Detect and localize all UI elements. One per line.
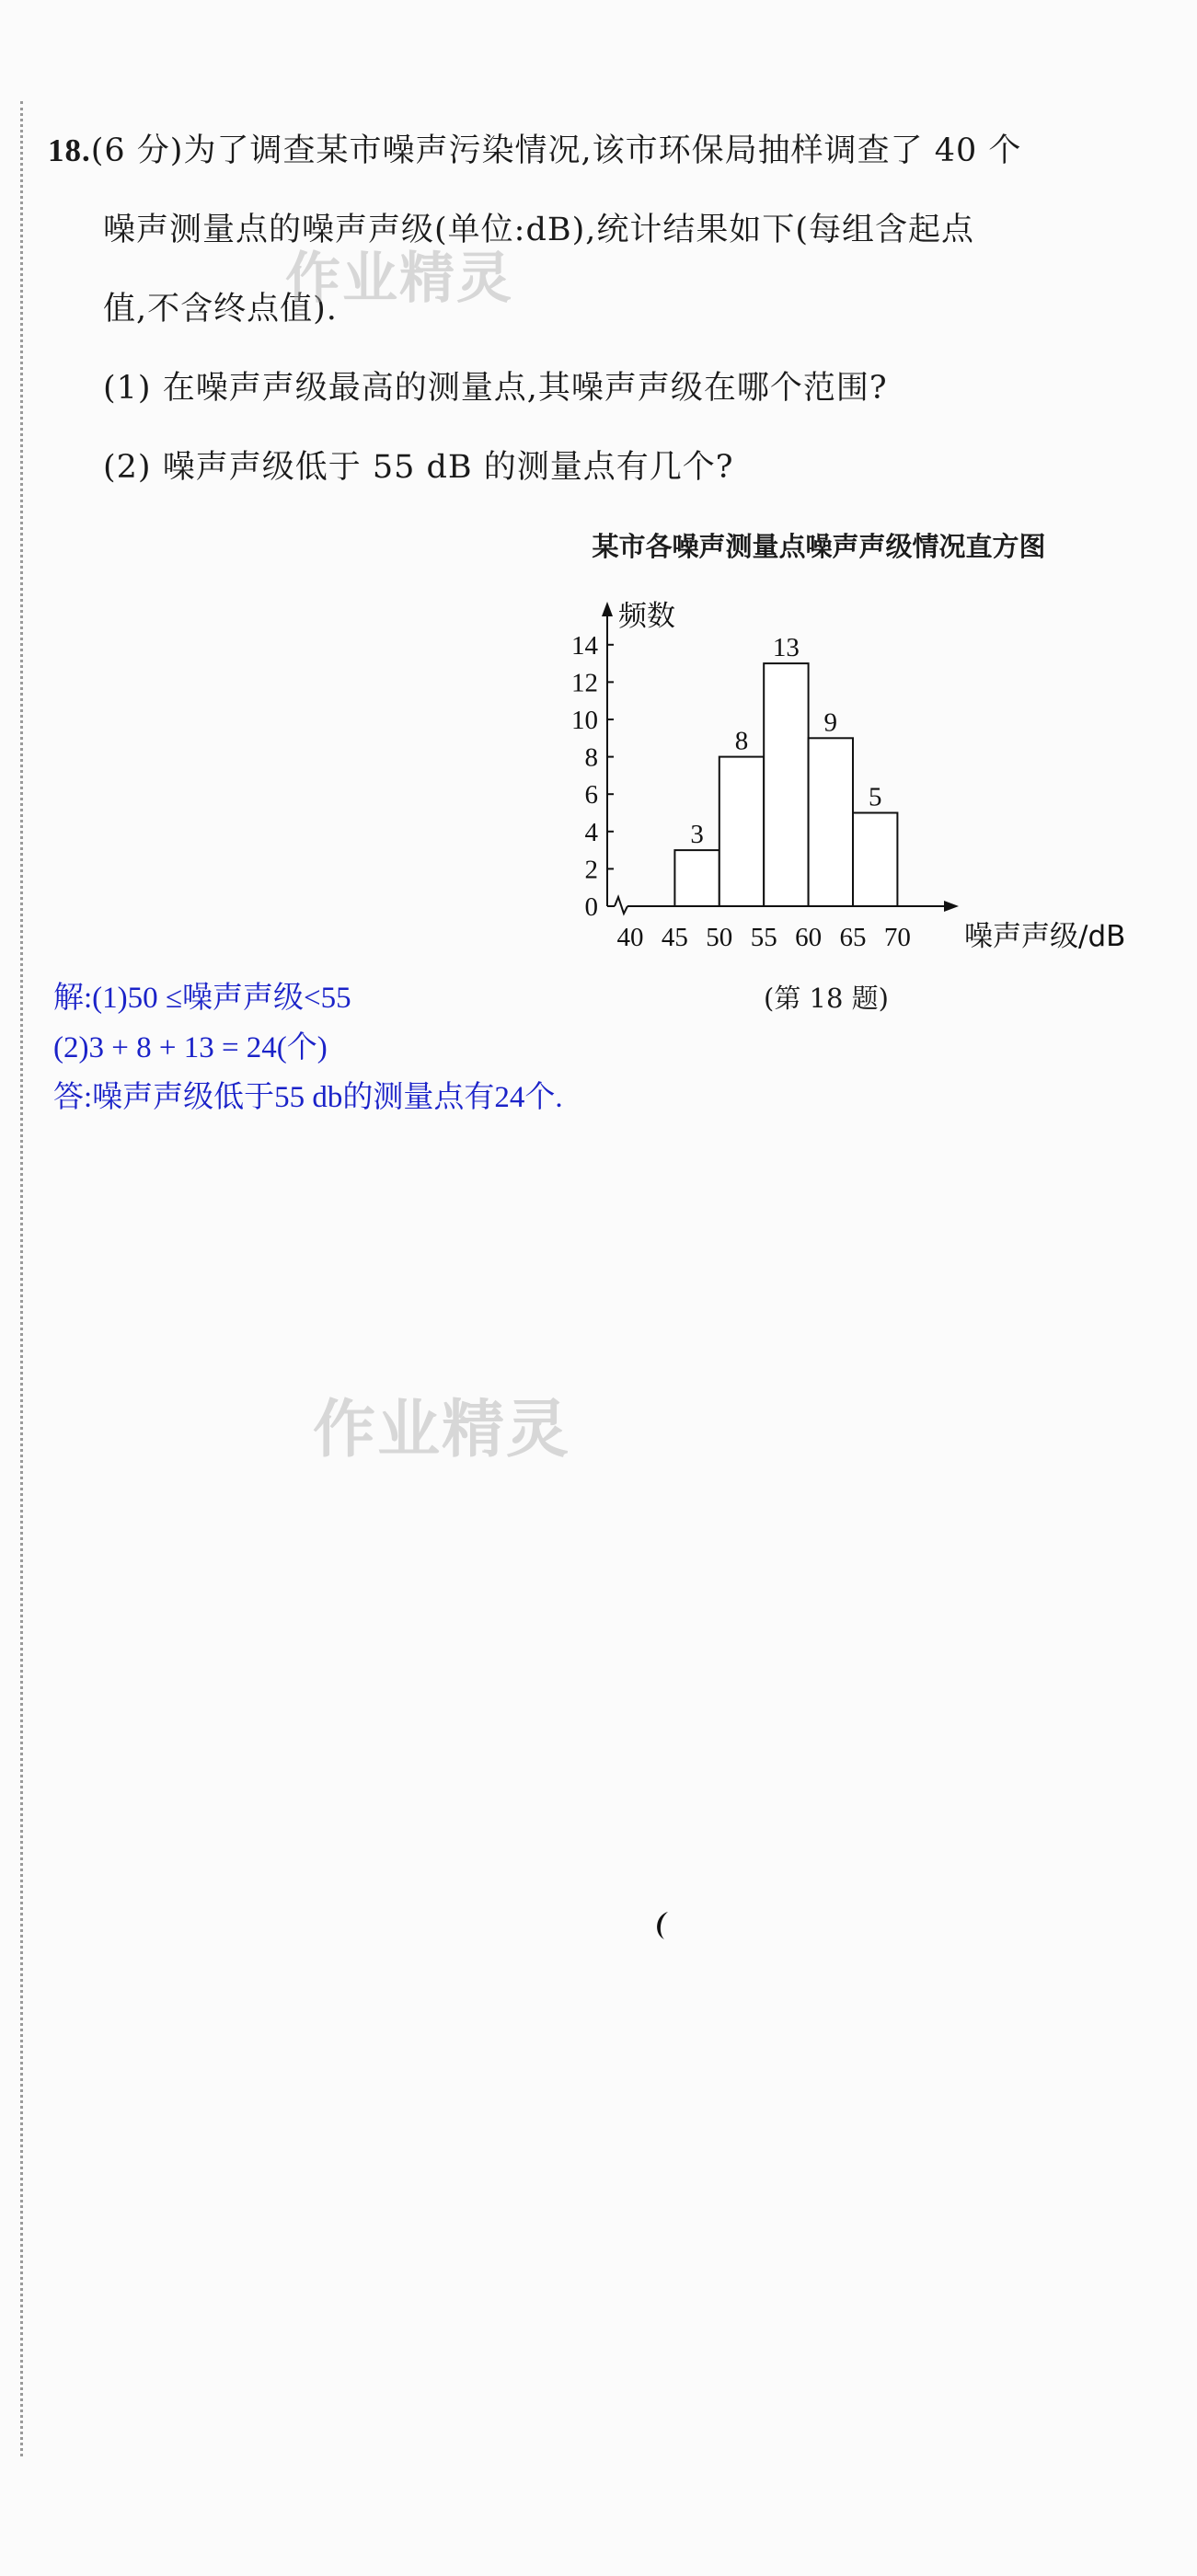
- question-line-2: 噪声测量点的噪声声级(单位:dB),统计结果如下(每组含起点: [103, 212, 975, 248]
- x-tick-label: 40: [616, 923, 644, 952]
- y-tick-label: 10: [571, 706, 598, 735]
- question-number: 18.: [48, 132, 91, 168]
- y-tick-label: 14: [571, 630, 598, 661]
- bar-data-label: 5: [868, 782, 882, 812]
- x-tick-label: 60: [795, 923, 823, 952]
- chart-title: 某市各噪声测量点噪声声级情况直方图: [592, 531, 1046, 562]
- x-tick-label: 50: [706, 923, 733, 952]
- watermark-top: 作业精灵: [285, 247, 513, 311]
- histogram-bar: [853, 813, 897, 907]
- y-tick-label: 6: [584, 780, 598, 811]
- x-tick-label: 55: [750, 923, 777, 952]
- x-tick-label: 70: [883, 923, 911, 952]
- x-tick-label: 65: [839, 923, 867, 952]
- x-axis-break: [615, 897, 627, 914]
- x-tick-label: 45: [661, 923, 688, 952]
- sub-question-1: (1) 在噪声声级最高的测量点,其噪声声级在哪个范围?: [103, 370, 888, 407]
- histogram-chart: [515, 589, 1159, 966]
- y-tick-label: 12: [571, 668, 598, 698]
- binding-margin-line: [20, 101, 23, 2456]
- watermark-middle: 作业精灵: [313, 1394, 571, 1466]
- x-axis-label: 噪声声级/dB: [964, 920, 1126, 953]
- y-axis-label: 频数: [618, 600, 675, 633]
- histogram-bar: [764, 663, 808, 906]
- question-line-3: 值,不含终点值).: [103, 291, 338, 328]
- x-axis-arrow: [944, 901, 959, 912]
- y-axis-arrow: [602, 602, 613, 616]
- histogram-bar: [719, 757, 764, 906]
- answer-line-1: 解:(1)50 ≤噪声声级<55: [53, 982, 351, 1015]
- bar-data-label: 8: [734, 726, 749, 756]
- histogram-bar: [674, 850, 719, 906]
- question-text-1: (6 分)为了调查某市噪声污染情况,该市环保局抽样调查了 40 个: [90, 132, 1022, 169]
- question-line-1: [48, 125, 1021, 171]
- answer-line-3: 答:噪声声级低于55 db的测量点有24个.: [53, 1081, 563, 1114]
- figure-caption: (第 18 题): [764, 983, 889, 1014]
- y-tick-label: 2: [584, 855, 598, 885]
- bar-data-label: 13: [772, 633, 800, 663]
- y-tick-label: 4: [584, 817, 598, 847]
- sub-question-2: (2) 噪声声级低于 55 dB 的测量点有几个?: [103, 449, 734, 486]
- crescent-mark-icon: [650, 1910, 673, 1941]
- histogram-bars: [674, 663, 897, 906]
- bar-data-label: 3: [690, 820, 704, 850]
- y-tick-label: 8: [584, 742, 598, 773]
- bar-data-label: 9: [823, 707, 838, 738]
- answer-line-2: (2)3 + 8 + 13 = 24(个): [53, 1031, 328, 1064]
- histogram-bar: [809, 738, 853, 906]
- y-tick-label: 0: [584, 892, 598, 922]
